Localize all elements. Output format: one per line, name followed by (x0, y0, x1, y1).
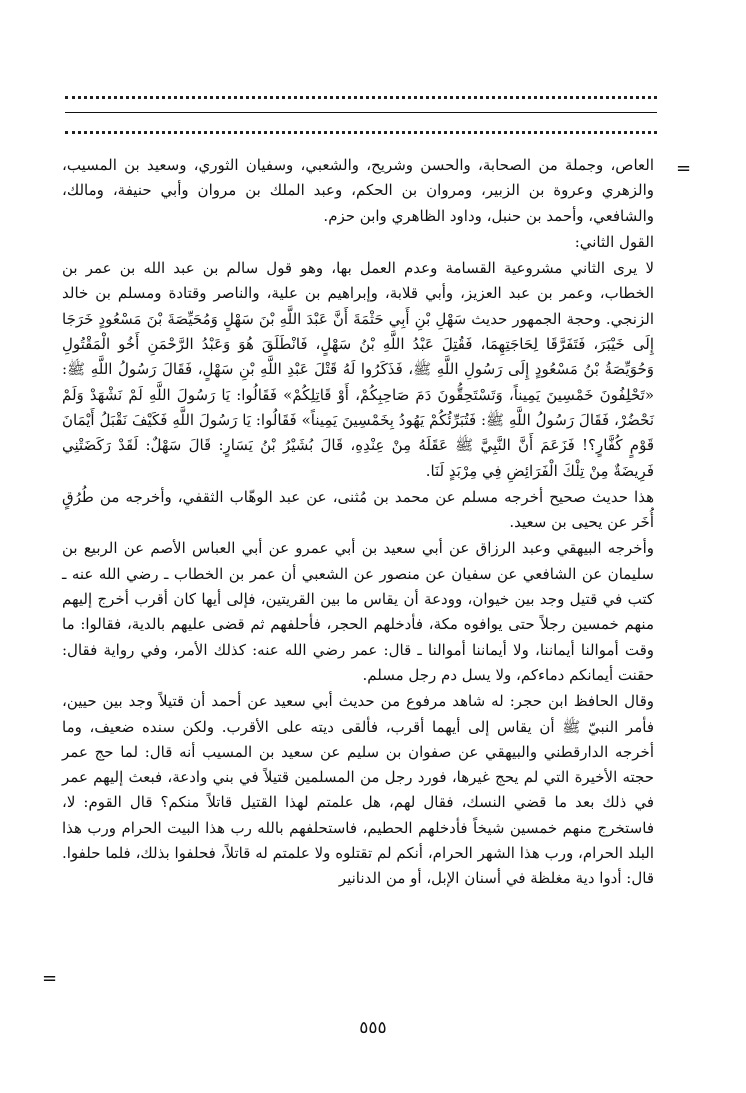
paragraph-bayhaqi: وأخرجه البيهقي وعبد الرزاق عن أبي سعيد بن أبي عمرو عن أبي العباس الأصم عن الربيع بن سليمان عن الشافعي عن سفيان عن منصور عن الشعبي أن عمر بن الخطاب ـ رضي الله عنه ـ كتب في قتيل وجد بين خيوان، وودعة أن يقاس ما بين القريتين، فإلى أيها كان أقرب أخرج إليهم منهم خمسين رجلاً حتى يوافوه مكة، فأدخلهم الحجر، فأحلفهم ثم قضى عليهم بالدية، فقالوا: ما وقت أموالنا أيماننا، ولا أيماننا أموالنا ـ قال: عمر رضي الله عنه: كذلك الأمر، وفي رواية فقال: حقنت أيمانكم دماءكم، ولا يسل دم رجل مسلم. (62, 539, 654, 684)
paragraph-ibn-hajar: وقال الحافظ ابن حجر: له شاهد مرفوع من حديث أبي سعيد عن أحمد أن قتيلاً وجد بين حيين، فأمر النبيّ ﷺ أن يقاس إلى أيهما أقرب، فألقى ديته على الأقرب. ولكن سنده ضعيف، وما أخرجه الدارقطني والبيهقي عن صفوان بن سليم عن سعيد بن المسيب أنه قال: لما حج عمر حجته الأخيرة التي لم يحج غيرها، فورد رجل من المسلمين قتيلاً في بني وادعة، فبعث إليهم عمر في ذلك بعد ما قضي النسك، فقال لهم، هل علمتم لهذا القتيل قاتلاً منكم؟ قال القوم: لا، فاستخرج منهم خمسين شيخاً فأدخلهم الحطيم، فاستحلفهم بالله رب هذا البيت الحرام ورب هذا البلد الحرام، ورب هذا الشهر الحرام، أنكم لم تقتلوه ولا علمتم له قاتلاً، فحلفوا بذلك، فلما حلفوا. قال: أدوا دية مغلظة في أسنان الإبل، أو من الدنانير (62, 692, 654, 888)
solid-rule (65, 112, 657, 113)
continuation-mark-end: = (42, 968, 58, 989)
page-number: ٥٥٥ (359, 1018, 387, 1038)
dotted-separator-bottom (65, 131, 657, 134)
paragraph-second-opinion-heading: القول الثاني: (574, 232, 654, 251)
continuation-mark-start: = (676, 158, 692, 179)
paragraph-second-opinion: لا يرى الثاني مشروعية القسامة وعدم العمل بها، وهو قول سالم بن عبد الله بن عمر بن الخطاب، وعمر بن عبد العزيز، وأبي قلابة، وإبراهيم بن علية، والناصر وقتادة ومسلم بن خالد الزنجي. وحجة الجمهور حديث سَهْلِ بْنِ أَبِي حَثْمَةَ أَنَّ عَبْدَ اللَّهِ بْنَ سَهْلٍ وَمُحَيِّصَةَ بْنَ مَسْعُودٍ خَرَجَا إِلَى خَيْبَرَ، فَتَفَرَّقَا لِحَاجَتِهِمَا، فَقُتِلَ عَبْدُ اللَّهِ بْنُ سَهْلٍ، فَانْطَلَقَ هُوَ وَعَبْدُ الرَّحْمَنِ أَخُو الْمَقْتُولِ وَحُوَيِّصَةُ بْنُ مَسْعُودٍ إِلَى رَسُولِ اللَّهِ ﷺ، فَذَكَرُوا لَهُ قَتْلَ عَبْدِ اللَّهِ بْنِ سَهْلٍ، فَقَالَ رَسُولُ اللَّهِ ﷺ: «تَحْلِفُونَ خَمْسِينَ يَمِيناً، وَتَسْتَحِقُّونَ دَمَ صَاحِبِكُمْ، أَوْ قَاتِلِكُمْ» فَقَالُوا: يَا رَسُولَ اللَّهِ لَمْ نَشْهَدْ وَلَمْ نَحْضُرْ، فَقَالَ رَسُولُ اللَّهِ ﷺ: فَتُبَرِّئُكُمْ يَهُودُ بِخَمْسِينَ يَمِيناً» فَقَالُوا: يَا رَسُولَ اللَّهِ فَكَيْفَ نَقْبَلُ أَيْمَانَ قَوْمٍ كُفَّارٍ؟! فَزَعَمَ أَنَّ النَّبِيَّ ﷺ عَقَلَهُ مِنْ عِنْدِهِ، قَالَ بُشَيْرُ بْنُ يَسَارٍ: قَالَ سَهْلٌ: لَقَدْ رَكَضَتْنِي فَرِيضَةٌ مِنْ تِلْكَ الْفَرَائِضِ فِي مِرْبَدٍ لَنَا. (62, 259, 654, 480)
footnote-text (62, 153, 654, 892)
paragraph-hadith-source: هذا حديث صحيح أخرجه مسلم عن محمد بن مُثنى، عن عبد الوهّاب الثقفي، وأخرجه من طُرُقٍ أُخَر عن يحيى بن سعيد. (62, 487, 654, 532)
dotted-separator-top (65, 96, 657, 99)
paragraph-scholars: العاص، وجملة من الصحابة، والحسن وشريح، والشعبي، وسفيان الثوري، وسعيد بن المسيب، والزهري وعروة بن الزبير، ومروان بن الحكم، وعبد الملك بن مروان وأبي حنيفة، ومالك، والشافعي، وأحمد بن حنبل، وداود الظاهري وابن حزم. (62, 156, 654, 225)
